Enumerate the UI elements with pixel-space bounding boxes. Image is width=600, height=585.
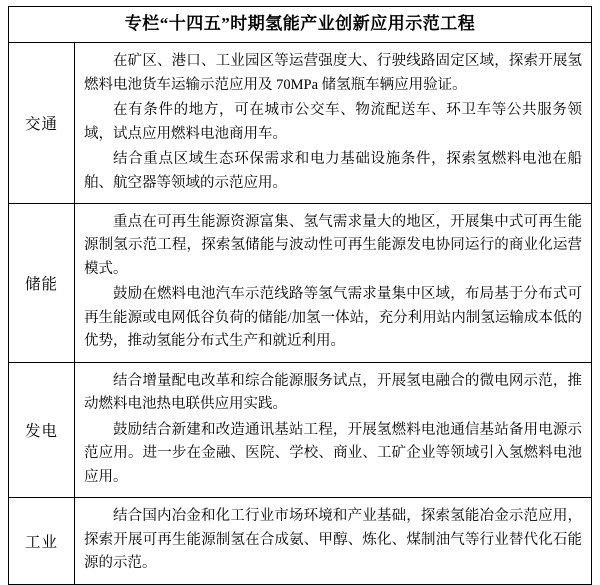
paragraph: 鼓励在燃料电池汽车示范线路等氢气需求量集中区域，布局基于分布式可再生能源或电网低谷负荷的储能/加氢一体站，充分利用站内制氢运输成本低的优势，推动氢能分布式生产和就近利用。 xyxy=(84,286,582,350)
content-cell-storage xyxy=(75,204,592,363)
paragraph: 在矿区、港口、工业园区等运营强度大、行驶线路固定区域，探索开展氢燃料电池货车运输示范应用及 70MPa 储氢瓶车辆应用验证。 xyxy=(84,53,582,93)
paragraph: 结合国内冶金和化工行业市场环境和产业基础，探索氢能冶金示范应用，探索开展可再生能源制氢在合成氨、甲醇、炼化、煤制油气等行业替代化石能源的示范。 xyxy=(84,508,582,572)
paragraph: 结合增量配电改革和综合能源服务试点，开展氢电融合的微电网示范，推动燃料电池热电联供应用实践。 xyxy=(84,372,582,413)
feature-box-table xyxy=(8,6,592,585)
table-row xyxy=(9,204,592,363)
table-row xyxy=(9,498,592,584)
paragraph: 在有条件的地方，可在城市公交车、物流配送车、环卫车等公共服务领域，试点应用燃料电池商用车。 xyxy=(84,102,582,142)
content-cell-industry xyxy=(75,498,592,584)
table-row xyxy=(9,362,592,497)
table-row xyxy=(9,43,592,204)
category-label-industry: 工业 xyxy=(9,498,75,584)
table-title-row xyxy=(9,7,592,43)
category-label-storage: 储能 xyxy=(9,204,75,363)
content-cell-transport xyxy=(75,43,592,204)
category-label-transport: 交通 xyxy=(9,43,75,204)
paragraph: 重点在可再生能源资源富集、氢气需求量大的地区，开展集中式可再生能源制氢示范工程，探索氢储能与波动性可再生能源发电协同运行的商业化运营模式。 xyxy=(84,214,582,277)
paragraph: 结合重点区域生态环保需求和电力基础设施条件，探索氢燃料电池在船舶、航空器等领域的示范应用。 xyxy=(84,151,582,191)
content-cell-power xyxy=(75,362,592,497)
paragraph: 鼓励结合新建和改造通讯基站工程，开展氢燃料电池通信基站备用电源示范应用。进一步在金融、医院、学校、商业、工矿企业等领域引入氢燃料电池应用。 xyxy=(84,421,582,485)
box-title: 专栏“十四五”时期氢能产业创新应用示范工程 xyxy=(9,7,592,43)
category-label-power: 发电 xyxy=(9,362,75,497)
